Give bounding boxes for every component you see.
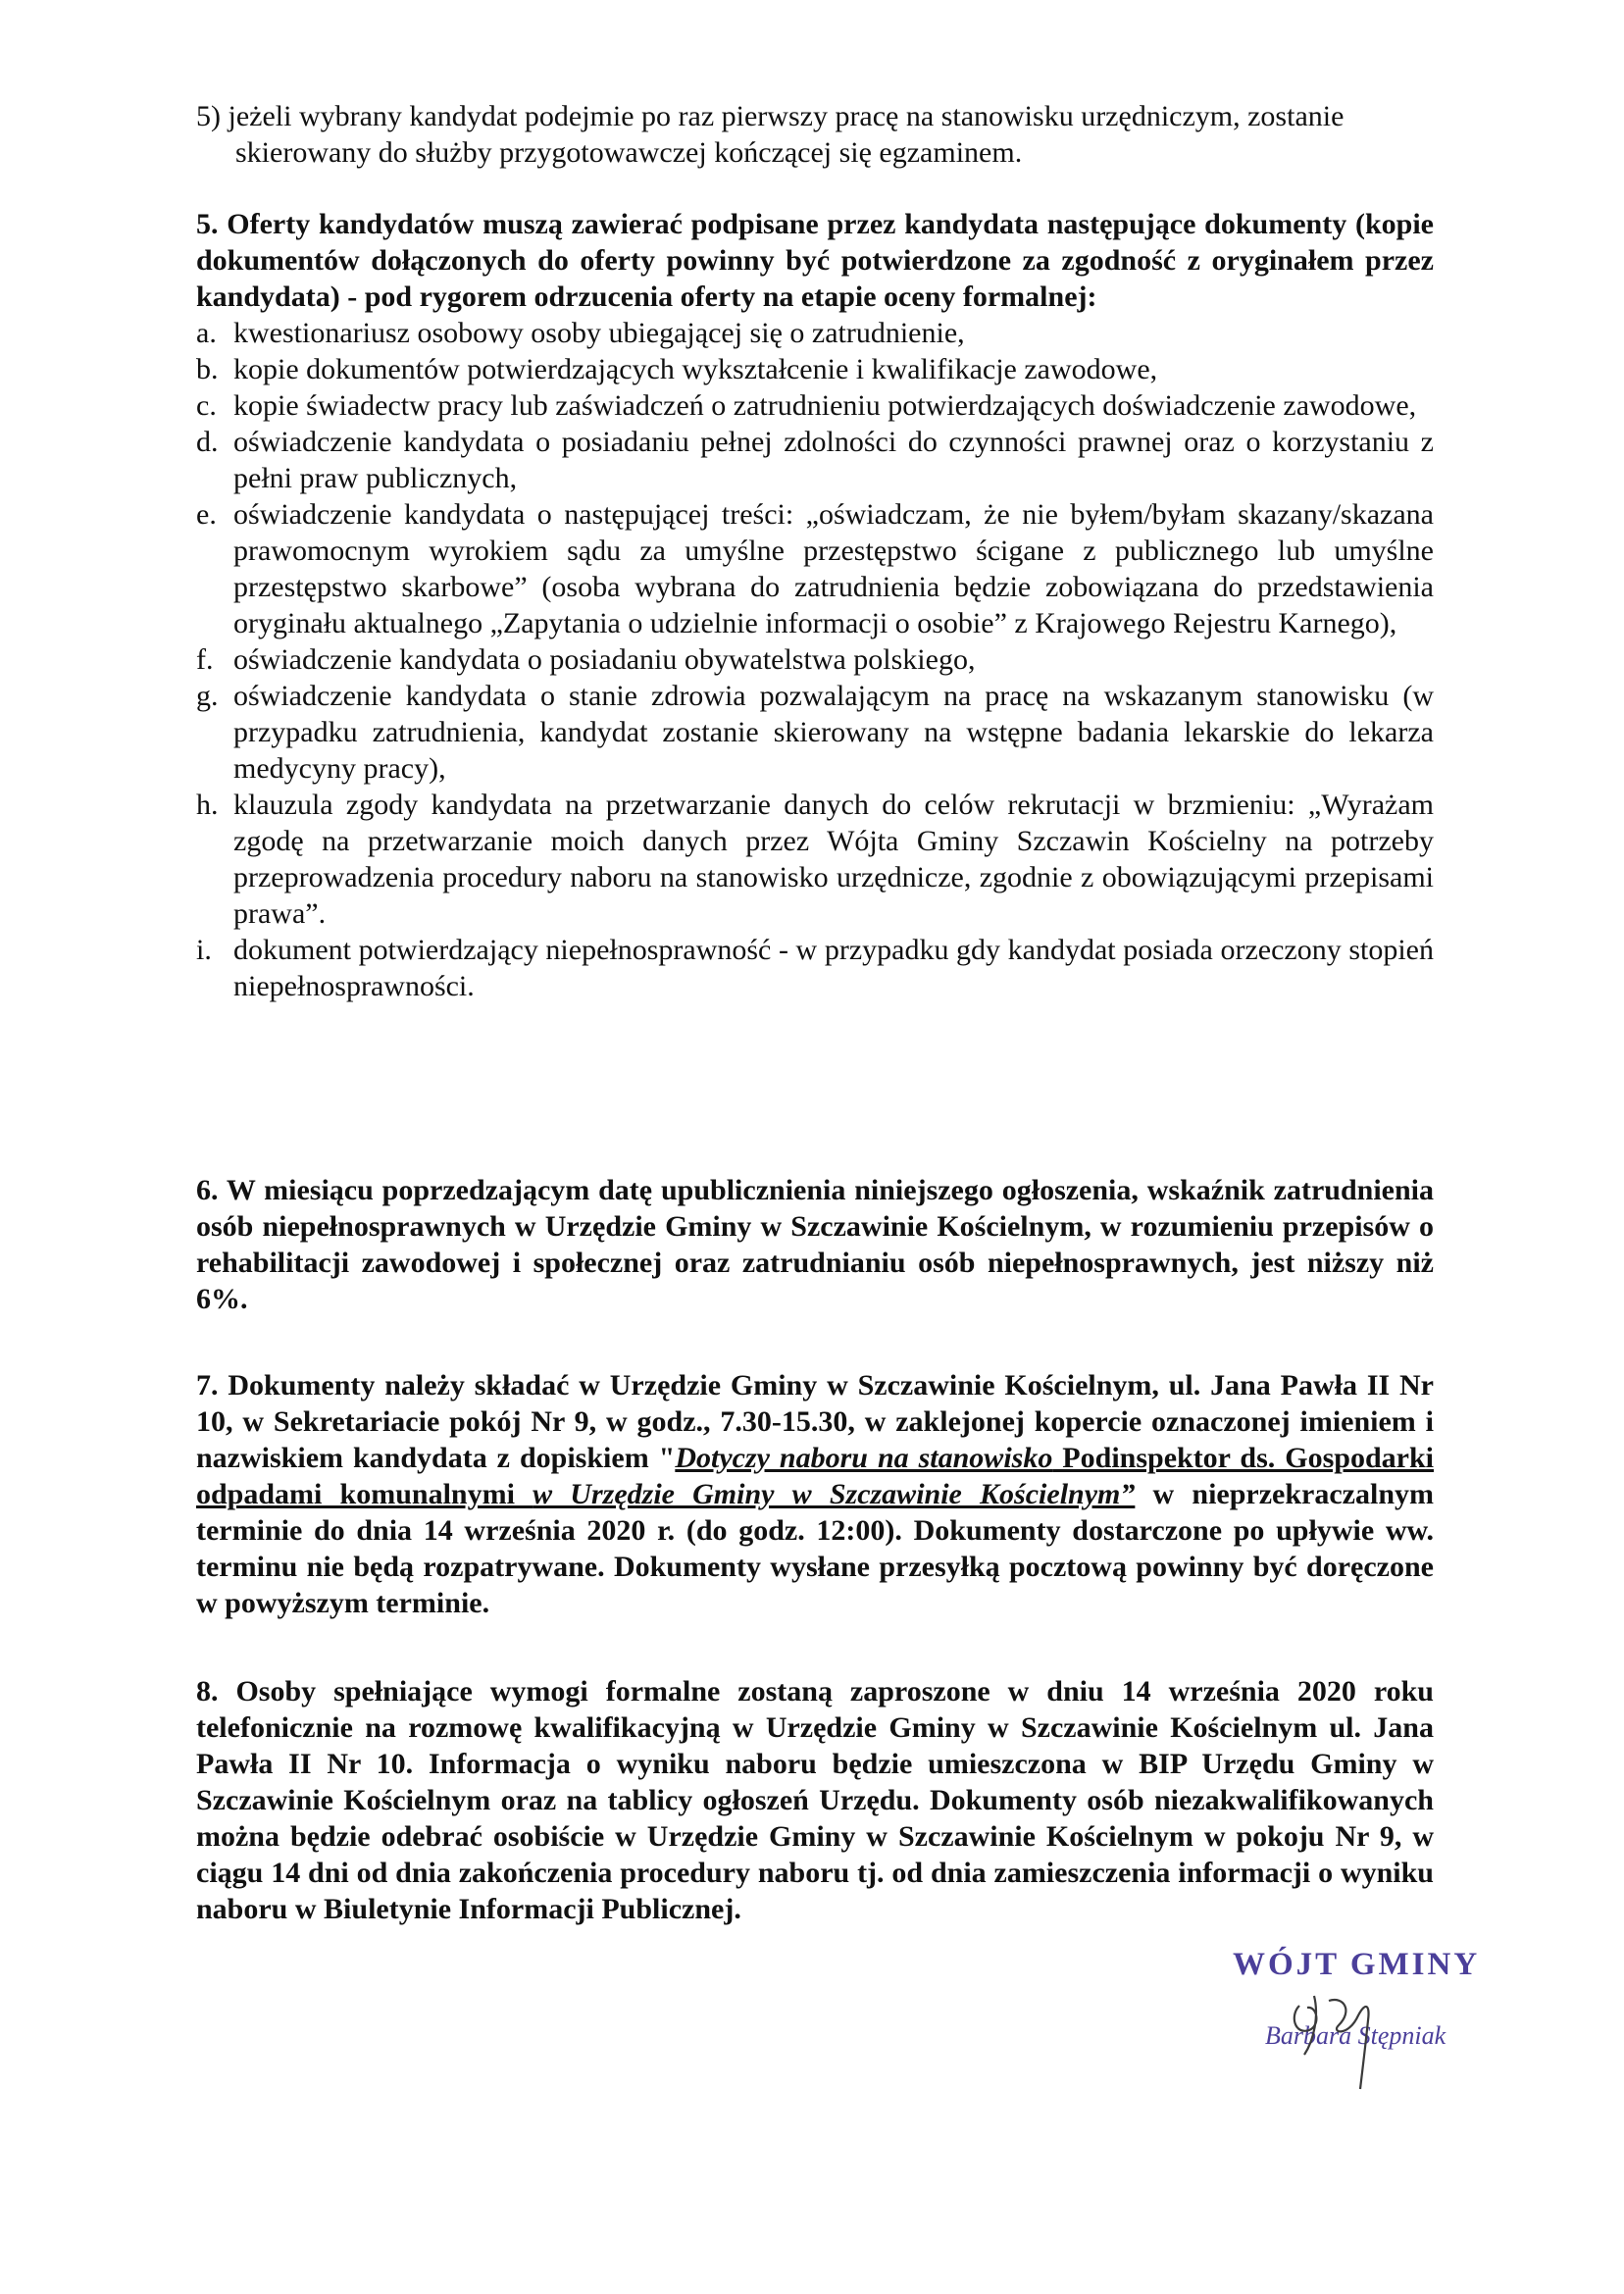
- stamp-title: WÓJT GMINY: [1233, 1947, 1481, 1982]
- stamp-name: Barbara Stępniak: [1265, 2021, 1446, 2050]
- section-5: [196, 206, 1434, 1004]
- list-item: i. dokument potwierdzający niepełnosprawność - w przypadku gdy kandydat posiada orzeczony stopień niepełnosprawności.: [196, 934, 1434, 1002]
- official-stamp: [1221, 1947, 1515, 2094]
- list-item: b. kopie dokumentów potwierdzających wykształcenie i kwalifikacje zawodowe,: [196, 353, 1158, 385]
- required-documents-list: [196, 315, 1434, 1004]
- list-item: d. oświadczenie kandydata o posiadaniu pełnej zdolności do czynności prawnej oraz o korzystaniu z pełni praw publicznych,: [196, 426, 1434, 494]
- list-item: h. klauzula zgody kandydata na przetwarzanie danych do celów rekrutacji w brzmieniu: „Wyrażam zgodę na przetwarzanie moich danych przez Wójta Gminy Szczawin Kościelny na potrzeby przeprowadzenia procedury naboru na stanowisko urzędnicze, zgodnie z obowiązującymi przepisami prawa”.: [196, 789, 1434, 930]
- list-item-5: [196, 98, 1442, 171]
- item-number: 5): [196, 100, 221, 132]
- section-7-text: 7. Dokumenty należy składać w Urzędzie Gminy w Szczawinie Kościelnym, ul. Jana Pawła II Nr 10, w Sekretariacie pokój Nr 9, w godz., 7.30-15.30, w zaklejonej kopercie oznaczonej imieniem i nazwiskiem kandydata z dopiskiem "Dotyczy naboru na stanowisko Podinspektor ds. Gospodarki odpadami komunalnymi w Urzędzie Gminy w Szczawinie Kościelnym” w nieprzekraczalnym terminie do dnia 14 września 2020 r. (do godz. 12:00). Dokumenty dostarczone po upływie ww. terminu nie będą rozpatrywane. Dokumenty wysłane przesyłką pocztową powinny być doręczone w powyższym terminie.: [196, 1369, 1434, 1619]
- annotation-position: Podinspektor ds. Gospodarki odpadami komunalnymi: [196, 1442, 1434, 1510]
- section-5-heading: 5. Oferty kandydatów muszą zawierać podpisane przez kandydata następujące dokumenty (kopie dokumentów dołączonych do oferty powinny być potwierdzone za zgodność z oryginałem przez kandydata) - pod rygorem odrzucenia oferty na etapie oceny formalnej:: [196, 208, 1434, 313]
- list-item: f. oświadczenie kandydata o posiadaniu obywatelstwa polskiego,: [196, 643, 976, 676]
- item-text: jeżeli wybrany kandydat podejmie po raz pierwszy pracę na stanowisku urzędniczym, zostanie skierowany do służby przygotowawczej kończącej się egzaminem.: [228, 100, 1345, 169]
- list-item: e. oświadczenie kandydata o następującej treści: „oświadczam, że nie byłem/byłam skazany/skazana prawomocnym wyrokiem sądu za umyślne przestępstwo ścigane z publicznego lub umyślne przestępstwo skarbowe” (osoba wybrana do zatrudnienia będzie zobowiązana do przedstawienia oryginału aktualnego „Zapytania o udzielnie informacji o osobie” z Krajowego Rejestru Karnego),: [196, 498, 1434, 639]
- section-8-text: 8. Osoby spełniające wymogi formalne zostaną zaproszone w dniu 14 września 2020 roku telefonicznie na rozmowę kwalifikacyjną w Urzędzie Gminy w Szczawinie Kościelnym ul. Jana Pawła II Nr 10. Informacja o wyniku naboru będzie umieszczona w BIP Urzędu Gminy w Szczawinie Kościelnym oraz na tablicy ogłoszeń Urzędu. Dokumenty osób niezakwalifikowanych można będzie odebrać osobiście w Urzędzie Gminy w Szczawinie Kościelnym w pokoju Nr 9, w ciągu 14 dni od dnia zakończenia procedury naboru tj. od dnia zamieszczenia informacji o wyniku naboru w Biuletynie Informacji Publicznej.: [196, 1675, 1434, 1925]
- section-6-text: 6. W miesiącu poprzedzającym datę upublicznienia niniejszego ogłoszenia, wskaźnik zatrudnienia osób niepełnosprawnych w Urzędzie Gminy w Szczawinie Kościelnym, w rozumieniu przepisów o rehabilitacji zawodowej i społecznej oraz zatrudnianiu osób niepełnosprawnych, jest niższy niż 6%.: [196, 1174, 1434, 1315]
- list-item: c. kopie świadectw pracy lub zaświadczeń o zatrudnieniu potwierdzających doświadczenie zawodowe,: [196, 389, 1417, 422]
- list-item: a. kwestionariusz osobowy osoby ubiegającej się o zatrudnienie,: [196, 317, 965, 349]
- section-8: [196, 1673, 1434, 1927]
- annotation-italic-2: w Urzędzie Gminy w Szczawinie Kościelnym”: [533, 1478, 1136, 1510]
- list-item: g. oświadczenie kandydata o stanie zdrowia pozwalającym na pracę na wskazanym stanowisku (w przypadku zatrudnienia, kandydat zostanie skierowany na wstępne badania lekarskie do lekarza medycyny pracy),: [196, 680, 1434, 785]
- section-6: [196, 1172, 1434, 1317]
- signature: [1260, 1957, 1427, 2094]
- annotation-italic-1: Dotyczy naboru na stanowisko: [675, 1442, 1053, 1474]
- section-7: [196, 1367, 1434, 1621]
